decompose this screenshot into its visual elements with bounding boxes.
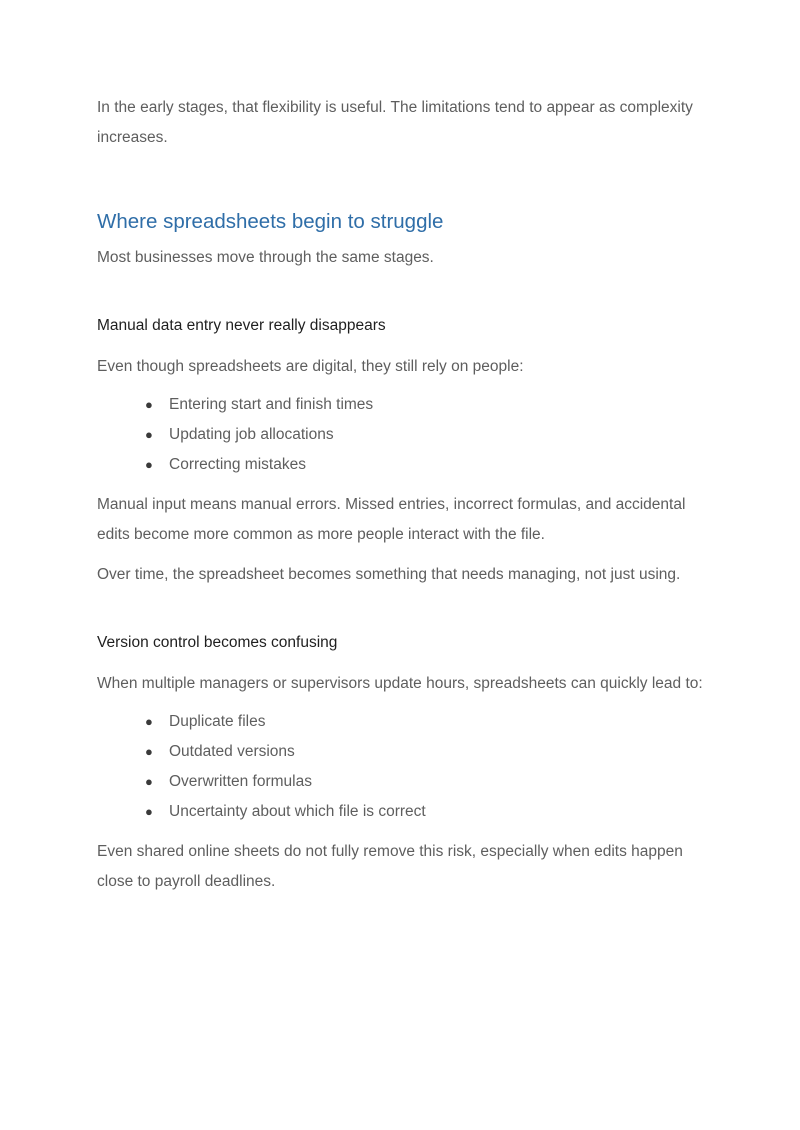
bullet-icon: ● xyxy=(145,397,153,412)
manual-entry-conclusion: Over time, the spreadsheet becomes something that needs managing, not just using. xyxy=(97,566,681,583)
bullet-icon: ● xyxy=(145,427,153,442)
list-item: ● Uncertainty about which file is correct xyxy=(97,797,717,827)
manual-entry-heading: Manual data entry never really disappears xyxy=(97,317,386,334)
list-item: ● Correcting mistakes xyxy=(97,450,717,480)
list-item: ● Duplicate files xyxy=(97,707,717,737)
section-subtitle: Most businesses move through the same stages. xyxy=(97,249,434,266)
list-item: ● Outdated versions xyxy=(97,737,717,767)
manual-entry-lead: Even though spreadsheets are digital, they still rely on people: xyxy=(97,358,524,375)
list-item: ● Entering start and finish times xyxy=(97,390,717,420)
version-control-paragraph: Even shared online sheets do not fully remove this risk, especially when edits happen close to payroll deadlines. xyxy=(97,843,683,890)
bullet-icon: ● xyxy=(145,744,153,759)
bullet-icon: ● xyxy=(145,804,153,819)
version-control-list xyxy=(97,707,717,827)
bullet-icon: ● xyxy=(145,457,153,472)
section-heading: Where spreadsheets begin to struggle xyxy=(97,210,444,233)
intro-paragraph: In the early stages, that flexibility is useful. The limitations tend to appear as complexity increases. xyxy=(97,99,693,146)
list-item: ● Updating job allocations xyxy=(97,420,717,450)
bullet-icon: ● xyxy=(145,714,153,729)
version-control-heading: Version control becomes confusing xyxy=(97,634,338,651)
list-item: ● Overwritten formulas xyxy=(97,767,717,797)
bullet-icon: ● xyxy=(145,774,153,789)
manual-entry-paragraph: Manual input means manual errors. Missed entries, incorrect formulas, and accidental edits become more common as more people interact with the file. xyxy=(97,496,686,543)
version-control-lead: When multiple managers or supervisors update hours, spreadsheets can quickly lead to: xyxy=(97,675,703,692)
document-page xyxy=(97,93,717,897)
manual-entry-list xyxy=(97,390,717,480)
